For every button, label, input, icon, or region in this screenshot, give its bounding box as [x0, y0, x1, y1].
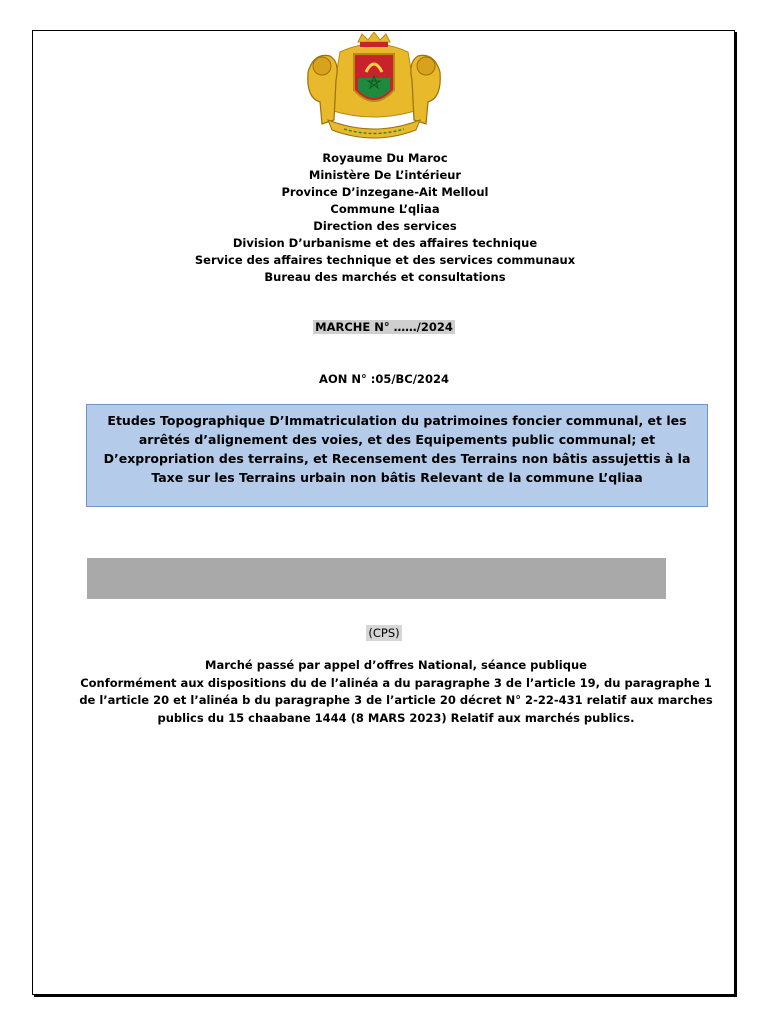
header-line-bureau: Bureau des marchés et consultations [264, 270, 506, 284]
cps-text: (CPS) [368, 626, 400, 640]
project-title-box [86, 404, 708, 507]
grey-title-bar [87, 558, 666, 599]
aon-number: AON N° :05/BC/2024 [319, 372, 449, 386]
header-line-province: Province D’inzegane-Ait Melloul [281, 185, 489, 199]
header-line-commune: Commune L’qliaa [330, 202, 440, 216]
marche-number-text: MARCHE N° ……/2024 [315, 320, 453, 334]
project-title: Etudes Topographique D’Immatriculation du patrimoines foncier communal, et les arrêtés d’alignement des voies, et des Equipements public communal; et D’expropriation des terrains, et Recensement des Terrains non bâtis assujettis à la Taxe sur les Terrains urbain non bâtis Relevant de la commune L’qliaa [103, 413, 691, 485]
header-line-service: Service des affaires technique et des services communaux [194, 253, 576, 267]
header-line-direction: Direction des services [313, 219, 457, 233]
market-description [78, 657, 714, 727]
coat-of-arms-icon [300, 32, 448, 140]
marche-number [0, 320, 768, 334]
header-line-ministry: Ministère De L’intérieur [308, 168, 462, 182]
header-line-kingdom: Royaume Du Maroc [322, 151, 448, 165]
cps-label [0, 626, 768, 640]
header-line-division: Division D’urbanisme et des affaires technique [232, 236, 538, 250]
administrative-header [40, 150, 730, 286]
description-line-1: Marché passé par appel d’offres National, séance publique [205, 658, 587, 672]
description-line-2: Conformément aux dispositions du de l’alinéa a du paragraphe 3 de l’article 19, du paragraphe 1 de l’article 20 et l’alinéa b du paragraphe 3 de l’article 20 décret N° 2-22-431 relatif aux marches publics du 15 chaabane 1444 (8 MARS 2023) Relatif aux marchés publics. [79, 675, 713, 725]
